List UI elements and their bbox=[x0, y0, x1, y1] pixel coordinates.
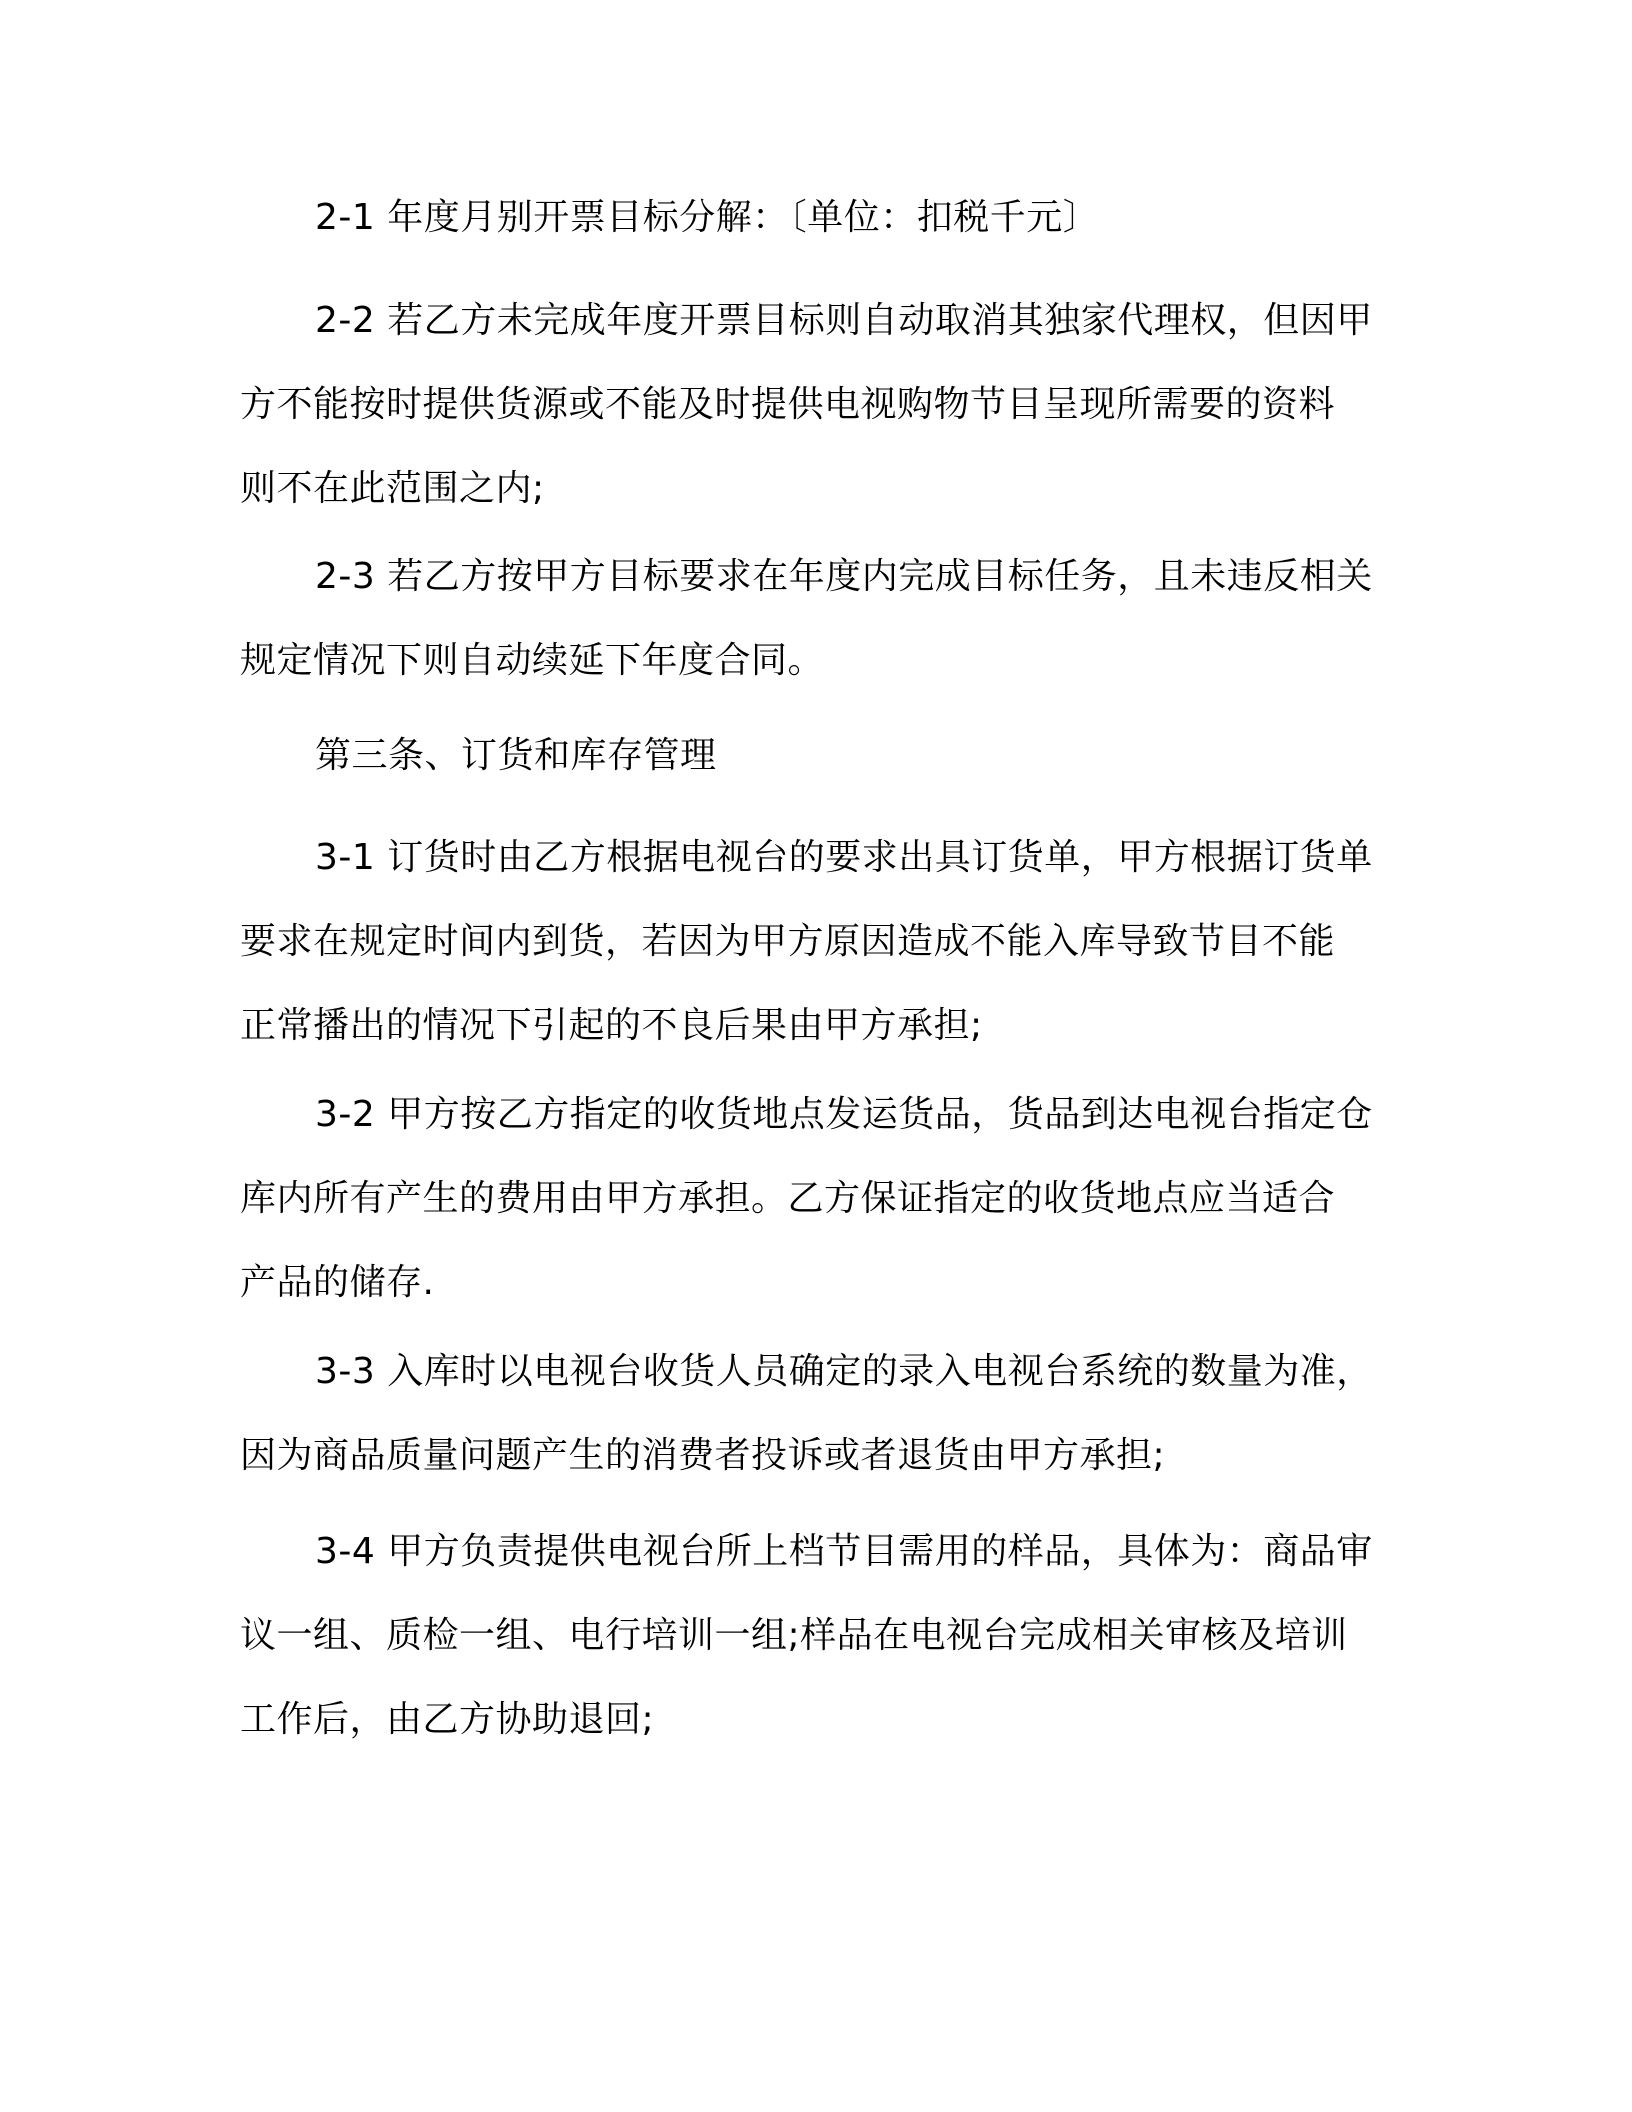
paragraph-line: 2-1 年度月别开票目标分解：〔单位：扣税千元〕 bbox=[315, 197, 1100, 238]
paragraph-line: 库内所有产生的费用由甲方承担。乙方保证指定的收货地点应当适合 bbox=[240, 1178, 1336, 1219]
paragraph-line: 3-1 订货时由乙方根据电视台的要求出具订货单，甲方根据订货单 bbox=[315, 837, 1373, 878]
paragraph-line: 产品的储存. bbox=[240, 1262, 435, 1303]
paragraph-line: 3-2 甲方按乙方指定的收货地点发运货品，货品到达电视台指定仓 bbox=[315, 1094, 1373, 1135]
paragraph-3-4 bbox=[240, 1510, 1390, 1762]
paragraph-3-1 bbox=[240, 816, 1390, 1068]
paragraph-line: 因为商品质量问题产生的消费者投诉或者退货由甲方承担; bbox=[240, 1435, 1166, 1476]
paragraph-2-2 bbox=[240, 279, 1390, 531]
paragraph-2-3 bbox=[240, 535, 1390, 703]
paragraph-line: 正常播出的情况下引起的不良后果由甲方承担; bbox=[240, 1005, 983, 1046]
section-heading: 第三条、订货和库存管理 bbox=[315, 735, 717, 776]
paragraph-line: 规定情况下则自动续延下年度合同。 bbox=[240, 640, 825, 681]
paragraph-line: 议一组、质检一组、电行培训一组;样品在电视台完成相关审核及培训 bbox=[240, 1615, 1348, 1656]
paragraph-line: 3-3 入库时以电视台收货人员确定的录入电视台系统的数量为准， bbox=[315, 1351, 1373, 1392]
section-heading-3 bbox=[240, 714, 1390, 798]
paragraph-line: 方不能按时提供货源或不能及时提供电视购物节目呈现所需要的资料 bbox=[240, 384, 1336, 425]
paragraph-line: 则不在此范围之内; bbox=[240, 468, 545, 509]
paragraph-line: 3-4 甲方负责提供电视台所上档节目需用的样品，具体为：商品审 bbox=[315, 1531, 1373, 1572]
paragraph-line: 2-3 若乙方按甲方目标要求在年度内完成目标任务，且未违反相关 bbox=[315, 556, 1373, 597]
paragraph-2-1 bbox=[240, 176, 1390, 260]
paragraph-line: 要求在规定时间内到货，若因为甲方原因造成不能入库导致节目不能 bbox=[240, 921, 1336, 962]
paragraph-3-2 bbox=[240, 1073, 1390, 1325]
paragraph-line: 2-2 若乙方未完成年度开票目标则自动取消其独家代理权，但因甲 bbox=[315, 300, 1373, 341]
paragraph-3-3 bbox=[240, 1330, 1390, 1498]
paragraph-line: 工作后，由乙方协助退回; bbox=[240, 1699, 655, 1740]
